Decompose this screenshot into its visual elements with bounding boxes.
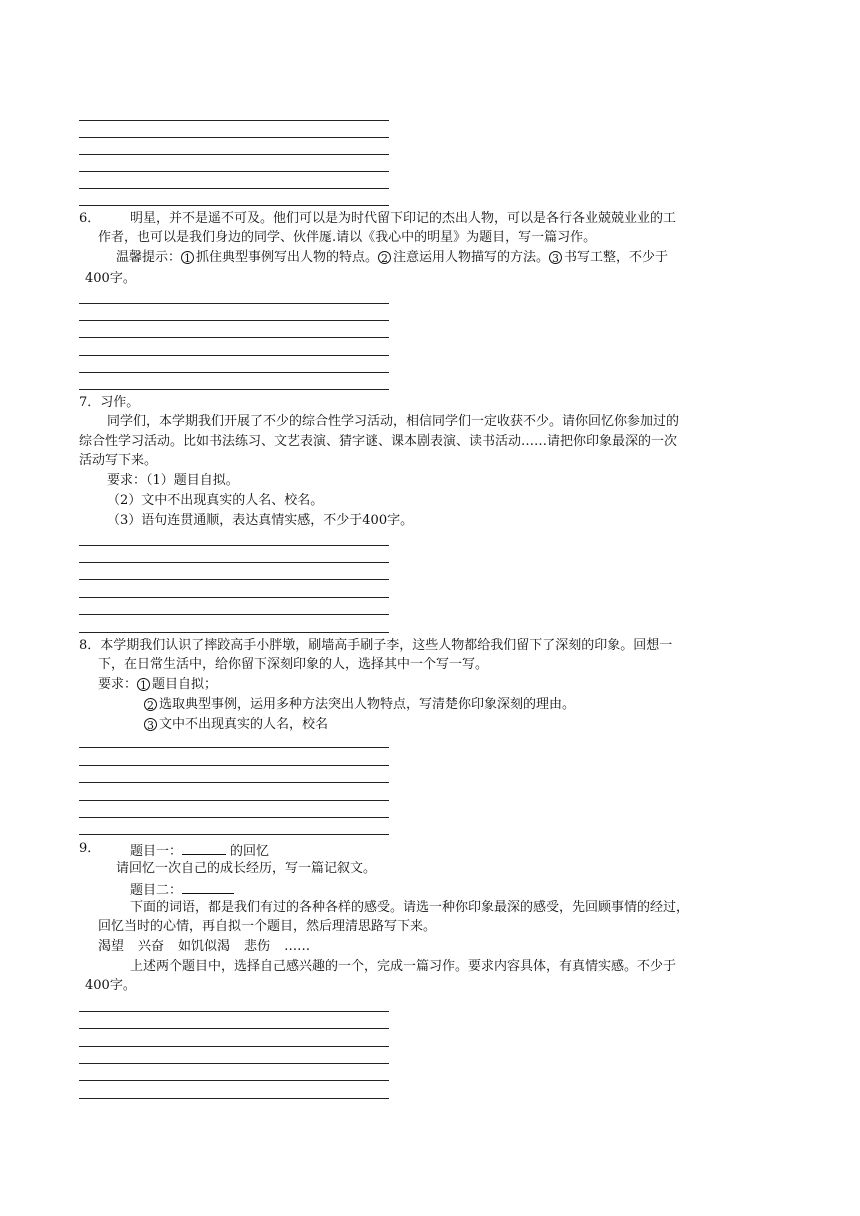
topic-one: 题目一： 的回忆 bbox=[130, 840, 269, 861]
answer-line bbox=[79, 765, 389, 766]
answer-line bbox=[79, 632, 389, 633]
question-text: 同学们，本学期我们开展了不少的综合性学习活动，相信同学们一定收获不少。请你回忆你参加过的 bbox=[107, 414, 680, 429]
answer-line bbox=[79, 545, 389, 546]
answer-line bbox=[79, 597, 389, 598]
topic-two: 题目二： bbox=[130, 879, 234, 900]
question-title: 7．习作。 bbox=[79, 395, 140, 410]
word-list: 渴望 兴奋 如饥似渴 悲伤 …… bbox=[98, 939, 311, 954]
answer-line bbox=[79, 303, 389, 304]
answer-line bbox=[79, 205, 389, 206]
answer-line bbox=[79, 614, 389, 615]
circled-number: 2 bbox=[378, 251, 391, 264]
answer-line bbox=[79, 1046, 389, 1047]
answer-line bbox=[79, 782, 389, 783]
question-number: 6． bbox=[79, 211, 101, 226]
answer-line bbox=[79, 562, 389, 563]
answer-line bbox=[79, 337, 389, 338]
circled-number: 3 bbox=[144, 718, 157, 731]
requirement: 3 文中不出现真实的人名，校名 bbox=[144, 716, 328, 734]
answer-line bbox=[79, 171, 389, 172]
question-text: 8．本学期我们认识了摔跤高手小胖墩，刷墙高手刷子李，这些人物都给我们留下了深刻的印象。回想一 bbox=[79, 638, 673, 653]
answer-line bbox=[79, 1063, 389, 1064]
answer-line bbox=[79, 1080, 389, 1081]
answer-line bbox=[79, 817, 389, 818]
question-text: 回忆当时的心情，再自拟一个题目，然后理清思路写下来。 bbox=[98, 919, 437, 934]
answer-line bbox=[79, 579, 389, 580]
answer-line bbox=[79, 372, 389, 373]
question-text: 作者，也可以是我们身边的同学、伙伴厖.请以《我心中的明星》为题目，写一篇习作。 bbox=[98, 230, 597, 245]
answer-line bbox=[79, 389, 389, 390]
question-text: 上述两个题目中，选择自己感兴趣的一个，完成一篇习作。要求内容具体，有真情实感。不少于 bbox=[130, 959, 677, 974]
circled-number: 3 bbox=[549, 251, 562, 264]
question-text: 请回忆一次自己的成长经历，写一篇记叙文。 bbox=[116, 861, 377, 876]
answer-line bbox=[79, 1011, 389, 1012]
requirement: 要求：（1）题目自拟。 bbox=[107, 473, 239, 488]
answer-line bbox=[79, 800, 389, 801]
tip-line: 400字。 bbox=[85, 271, 136, 286]
answer-line bbox=[79, 1028, 389, 1029]
question-text: 下面的词语，都是我们有过的各种各样的感受。请选一种你印象最深的感受，先回顾事情的经过， bbox=[130, 900, 690, 915]
tip-line: 温馨提示： 1 抓住典型事例写出人物的特点。 2 注意运用人物描写的方法。 3 书写工整，不少于 bbox=[116, 250, 669, 265]
circled-number: 2 bbox=[144, 698, 157, 711]
question-text: 活动写下来。 bbox=[79, 453, 158, 468]
requirement: 2 选取典型事例，运用多种方法突出人物特点，写清楚你印象深刻的理由。 bbox=[144, 696, 575, 714]
requirement: （2）文中不出现真实的人名、校名。 bbox=[107, 493, 324, 508]
answer-line bbox=[79, 154, 389, 155]
answer-line bbox=[79, 834, 389, 835]
answer-line bbox=[79, 120, 389, 121]
question-text: 400字。 bbox=[85, 978, 136, 993]
blank-field bbox=[182, 879, 234, 894]
answer-line bbox=[79, 1098, 389, 1099]
requirement: （3）语句连贯通顺，表达真情实感，不少于400字。 bbox=[107, 513, 414, 528]
question-text: 明星，并不是遥不可及。他们可以是为时代留下印记的杰出人物，可以是各行各业兢兢业业的工 bbox=[130, 211, 677, 226]
answer-line bbox=[79, 188, 389, 189]
answer-line bbox=[79, 355, 389, 356]
question-text: 下，在日常生活中，给你留下深刻印象的人，选择其中一个写一写。 bbox=[98, 657, 489, 672]
circled-number: 1 bbox=[137, 678, 150, 691]
answer-line bbox=[79, 747, 389, 748]
requirement: 要求： 1 题目自拟； bbox=[98, 677, 218, 692]
question-number: 9． bbox=[79, 841, 101, 856]
question-text: 综合性学习活动。比如书法练习、文艺表演、猜字谜、课本剧表演、读书活动……请把你印象最深的一次 bbox=[79, 434, 678, 449]
blank-field bbox=[182, 840, 226, 855]
circled-number: 1 bbox=[181, 251, 194, 264]
answer-line bbox=[79, 137, 389, 138]
answer-line bbox=[79, 320, 389, 321]
